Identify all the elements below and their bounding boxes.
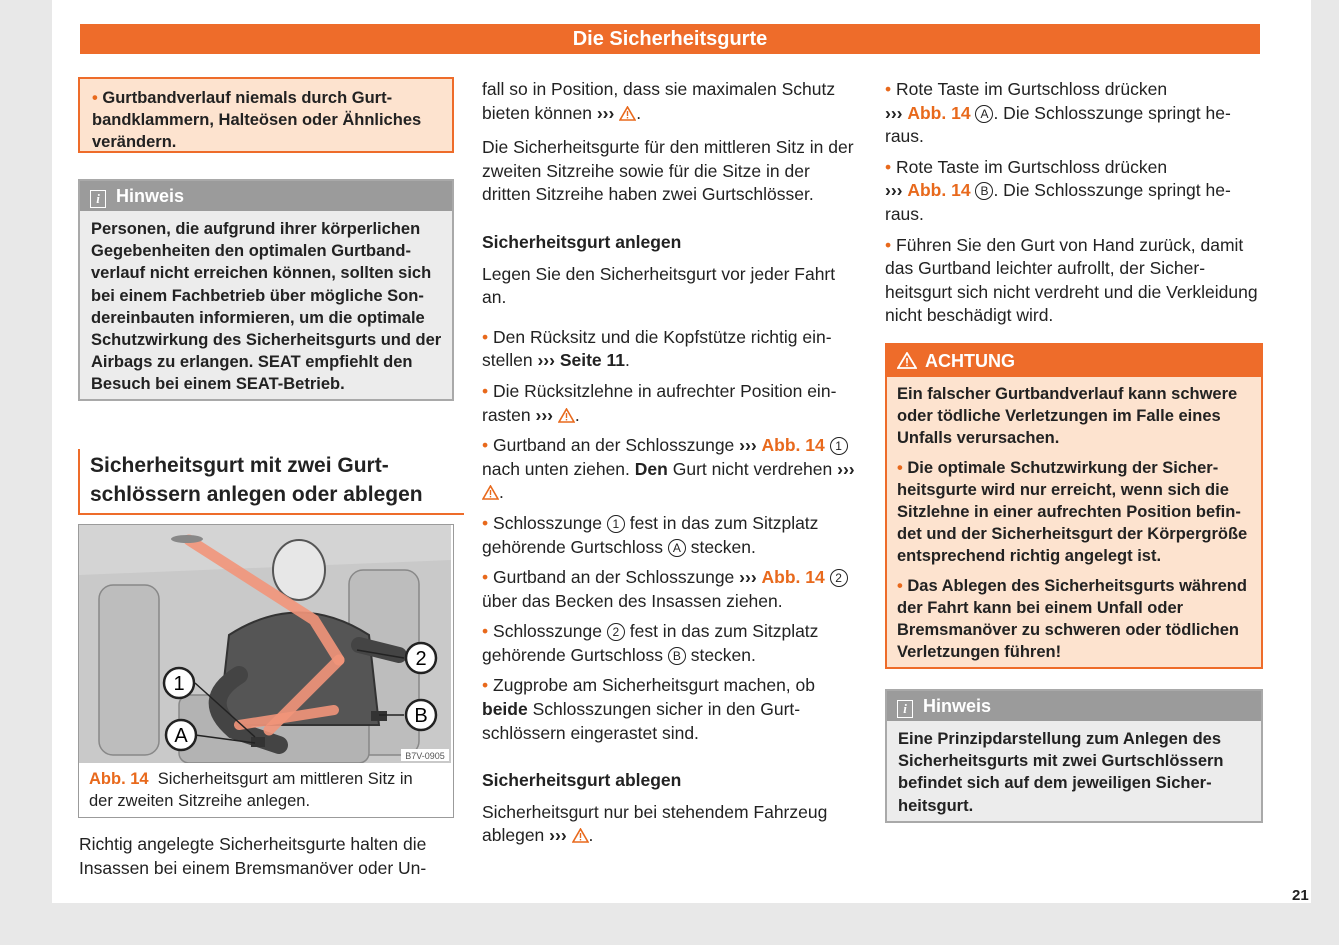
- step-2: • Die Rücksitzlehne in aufrechter Position einrasten ››› .: [482, 380, 837, 425]
- chapter-title: Die Sicherheitsgurte: [572, 28, 768, 50]
- right-column: [885, 78, 1261, 328]
- bullet-icon: •: [482, 435, 489, 456]
- info-icon: i: [90, 190, 106, 208]
- warning-continuation-box: [78, 77, 454, 153]
- bullet-icon: •: [482, 567, 489, 588]
- callout-b-ref: B: [668, 647, 686, 665]
- step-6: • Schlosszunge 2 fest in das zum Sitzplatz gehörende Gurtschloss B stecken.: [482, 621, 819, 665]
- caption-label: Abb. 14: [89, 770, 149, 788]
- bullet-icon: •: [897, 458, 903, 477]
- middle-p2: Die Sicherheitsgurte für den mittleren Sitz in der zweiten Sitzreihe sowie für die Sitze in der dritten Sitzreihe haben zwei Gurtschlösser.: [482, 137, 854, 205]
- warning-item-text: Gurtbandverlauf niemals durch Gurtbandklammern, Halteösen oder Ähnliches verändern.: [92, 89, 422, 152]
- callout-b-ref: B: [975, 182, 993, 200]
- step-5: • Gurtband an der Schlosszunge ››› Abb. 14 2 über das Becken des Insassen ziehen.: [482, 566, 862, 613]
- page-number: 21: [1292, 887, 1309, 904]
- page-link[interactable]: Seite 11: [559, 350, 626, 371]
- step-4: • Schlosszunge 1 fest in das zum Sitzplatz gehörende Gurtschloss A stecken.: [482, 512, 819, 557]
- warning-header: [887, 345, 1261, 377]
- note-title: Hinweis: [923, 696, 992, 716]
- note-box-left: [78, 179, 454, 401]
- callout-a-ref: A: [668, 539, 686, 557]
- bullet-icon: •: [482, 326, 489, 347]
- step-1: • Den Rücksitz und die Kopfstütze richtig einstellen ››› Seite 11.: [482, 326, 832, 371]
- bullet-icon: •: [885, 79, 892, 99]
- section-title: Sicherheitsgurt mit zwei Gurtschlössern anlegen oder ablegen: [78, 449, 464, 515]
- release-step-c: • Führen Sie den Gurt von Hand zurück, damit das Gurtband leichter aufrollt, der Sicherheitsgurt sich nicht verdreht und die Verkleidung nicht beschädigt wird.: [885, 234, 1258, 326]
- bullet-icon: •: [885, 156, 892, 177]
- figure-box: [78, 524, 454, 818]
- warning-triangle-icon: [482, 485, 499, 500]
- reference-arrows: ›››: [596, 102, 615, 123]
- callout-b-label: B: [414, 705, 428, 727]
- callout-1-ref: 1: [830, 437, 848, 455]
- info-icon: i: [897, 700, 913, 718]
- callout-2: [406, 643, 436, 673]
- note-box-right: [885, 689, 1263, 823]
- seatbelt-illustration: [79, 525, 451, 763]
- bullet-icon: •: [897, 576, 903, 595]
- figure-link[interactable]: Abb. 14: [907, 180, 971, 201]
- callout-1: [164, 668, 194, 698]
- warning-text: Ein falscher Gurtbandverlauf kann schwere oder tödliche Verletzungen im Falle eines Unfalls verursachen.: [897, 385, 1238, 448]
- paragraph-anlegen: Legen Sie den Sicherheitsgurt vor jeder Fahrt an.: [482, 263, 836, 308]
- release-step-b: • Rote Taste im Gurtschloss drücken ››› Abb. 14 B . Die Schlosszunge springt heraus.: [885, 156, 1231, 224]
- note-header: [887, 691, 1261, 721]
- note-text: Eine Prinzipdarstellung zum Anlegen des Sicherheitsgurts mit zwei Gurtschlössern befindet sich auf dem jeweiligen Sicherheitsgurt.: [898, 730, 1224, 815]
- note-header: [80, 181, 452, 211]
- callout-a-ref: A: [975, 105, 993, 123]
- release-step-a: • Rote Taste im Gurtschloss drücken ››› Abb. 14 A . Die Schlosszunge springt heraus.: [885, 79, 1231, 147]
- bullet-icon: •: [482, 380, 489, 401]
- warning-box: [885, 343, 1263, 669]
- callout-2-ref: 2: [607, 623, 625, 641]
- warning-title: ACHTUNG: [925, 351, 1015, 371]
- middle-column: [482, 78, 862, 848]
- warning-triangle-icon: [558, 408, 575, 423]
- callout-2-ref: 2: [830, 569, 848, 587]
- middle-p1: fall so in Position, dass sie maximalen Schutz bieten können ››› .: [482, 79, 836, 123]
- callout-a-label: A: [174, 725, 188, 747]
- bullet-icon: •: [92, 89, 103, 107]
- bullet-icon: •: [482, 621, 489, 642]
- warning-triangle-icon: [572, 828, 589, 843]
- callout-1-ref: 1: [607, 515, 625, 533]
- figure-link[interactable]: Abb. 14: [761, 435, 825, 456]
- note-text: Personen, die aufgrund ihrer körperlichen Gegebenheiten den optimalen Gurtbandverlauf nicht erreichen können, sollten sich bei einem Fachbetrieb über mögliche Sondereinbauten informieren, um die optimale Schutzwirkung des Sicherheitsgurts und der Airbags zu erlangen. SEAT empfiehlt den Besuch bei einem SEAT-Betrieb.: [91, 220, 442, 394]
- callout-b: [406, 700, 436, 730]
- chapter-header: [80, 24, 1260, 54]
- callout-2-label: 2: [415, 648, 427, 670]
- caption-text: Sicherheitsgurt am mittleren Sitz in der zweiten Sitzreihe anlegen.: [89, 770, 413, 810]
- left-bottom-paragraph: [79, 833, 453, 880]
- note-title: Hinweis: [116, 186, 185, 206]
- warning-triangle-icon: [619, 106, 636, 121]
- heading-anlegen: Sicherheitsgurt anlegen: [482, 231, 682, 252]
- paragraph-ablegen: Sicherheitsgurt nur bei stehendem Fahrzeug ablegen ››› .: [482, 801, 828, 846]
- warning-item-1: • Die optimale Schutzwirkung der Sicherheitsgurte wird nur erreicht, wenn sich die Sitzlehne in einer aufrechten Position befindet und der Sicherheitsgurt der Körpergröße entsprechend richtig angelegt ist.: [897, 458, 1248, 566]
- figure-link[interactable]: Abb. 14: [761, 567, 825, 588]
- figure-link[interactable]: Abb. 14: [907, 102, 971, 123]
- callout-a: [166, 720, 196, 750]
- step-7: • Zugprobe am Sicherheitsgurt machen, ob beide Schlosszungen sicher in den Gurtschlössern eingerastet sind.: [482, 675, 815, 743]
- bullet-icon: •: [482, 675, 489, 696]
- heading-ablegen: Sicherheitsgurt ablegen: [482, 770, 682, 791]
- warning-triangle-icon: [897, 352, 917, 369]
- warning-body: [887, 377, 1261, 663]
- callout-1-label: 1: [173, 673, 185, 695]
- figure-caption: [89, 769, 439, 812]
- bullet-icon: •: [885, 234, 892, 255]
- step-3: • Gurtband an der Schlosszunge ››› Abb. 14 1 nach unten ziehen. Den Gurt nicht verdrehen ››› .: [482, 435, 855, 503]
- bullet-icon: •: [482, 512, 489, 533]
- figure-code: B7V-0905: [405, 751, 445, 761]
- warning-item-2: • Das Ablegen des Sicherheitsgurts während der Fahrt kann bei einem Unfall oder Bremsmanöver zu schweren oder tödlichen Verletzungen führen!: [897, 576, 1247, 662]
- paragraph-text: Richtig angelegte Sicherheitsgurte halten die Insassen bei einem Bremsmanöver oder Un-: [79, 834, 427, 878]
